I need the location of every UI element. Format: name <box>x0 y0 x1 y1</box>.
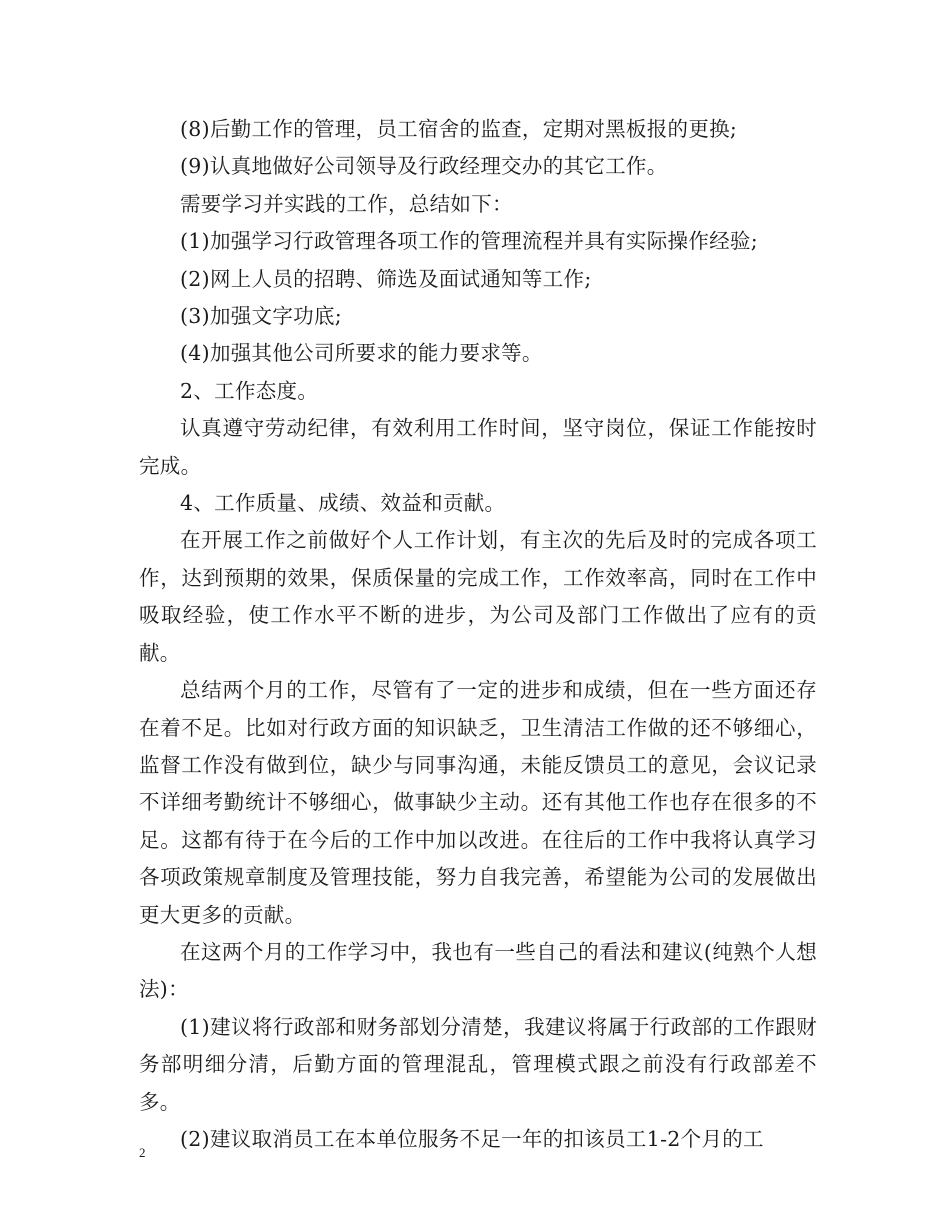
section-heading-attitude: 2、工作态度。 <box>180 378 319 403</box>
section-heading-quality: 4、工作质量、成绩、效益和贡献。 <box>180 491 506 516</box>
paragraph-learning-1: (1)加强学习行政管理各项工作的管理流程并具有实际操作经验; <box>180 229 758 254</box>
paragraph-learning-intro: 需要学习并实践的工作，总结如下： <box>180 191 513 216</box>
paragraph-learning-2: (2)网上人员的招聘、筛选及面试通知等工作; <box>180 266 592 291</box>
paragraph-attitude: 认真遵守劳动纪律，有效利用工作时间，坚守岗位，保证工作能按时完成。 <box>139 416 817 478</box>
paragraph-summary: 总结两个月的工作，尽管有了一定的进步和成绩，但在一些方面还存在着不足。比如对行政方面的知识缺乏，卫生清洁工作做的还不够细心，监督工作没有做到位，缺少与同事沟通，未能反馈员工的意见，会议记录不详细考勤统计不够细心，做事缺少主动。还有其他工作也存在很多的不足。这都有待于在今后的工作中加以改进。在往后的工作中我将认真学习各项政策规章制度及管理技能，努力自我完善，希望能为公司的发展做出更大更多的贡献。 <box>139 678 817 927</box>
paragraph-learning-3: (3)加强文字功底; <box>180 304 342 329</box>
paragraph-learning-4: (4)加强其他公司所要求的能力要求等。 <box>180 341 543 366</box>
paragraph-quality: 在开展工作之前做好个人工作计划，有主次的先后及时的完成各项工作，达到预期的效果，保质保量的完成工作，工作效率高，同时在工作中吸取经验，使工作水平不断的进步，为公司及部门工作做出了应有的贡献。 <box>139 528 817 665</box>
paragraph-suggestion-2: (2)建议取消员工在本单位服务不足一年的扣该员工1-2个月的工 <box>180 1126 764 1151</box>
paragraph-item-9: (9)认真地做好公司领导及行政经理交办的其它工作。 <box>180 154 668 179</box>
paragraph-item-8: (8)后勤工作的管理，员工宿舍的监查，定期对黑板报的更换; <box>180 117 738 141</box>
page-number: 2 <box>139 1145 146 1160</box>
paragraph-suggestion-1: (1)建议将行政部和财务部划分清楚，我建议将属于行政部的工作跟财务部明细分清，后勤方面的管理混乱，管理模式跟之前没有行政部差不多。 <box>139 1014 817 1114</box>
document-body <box>139 111 817 1158</box>
paragraph-suggestions-intro: 在这两个月的工作学习中，我也有一些自己的看法和建议(纯熟个人想法)： <box>139 939 817 1002</box>
